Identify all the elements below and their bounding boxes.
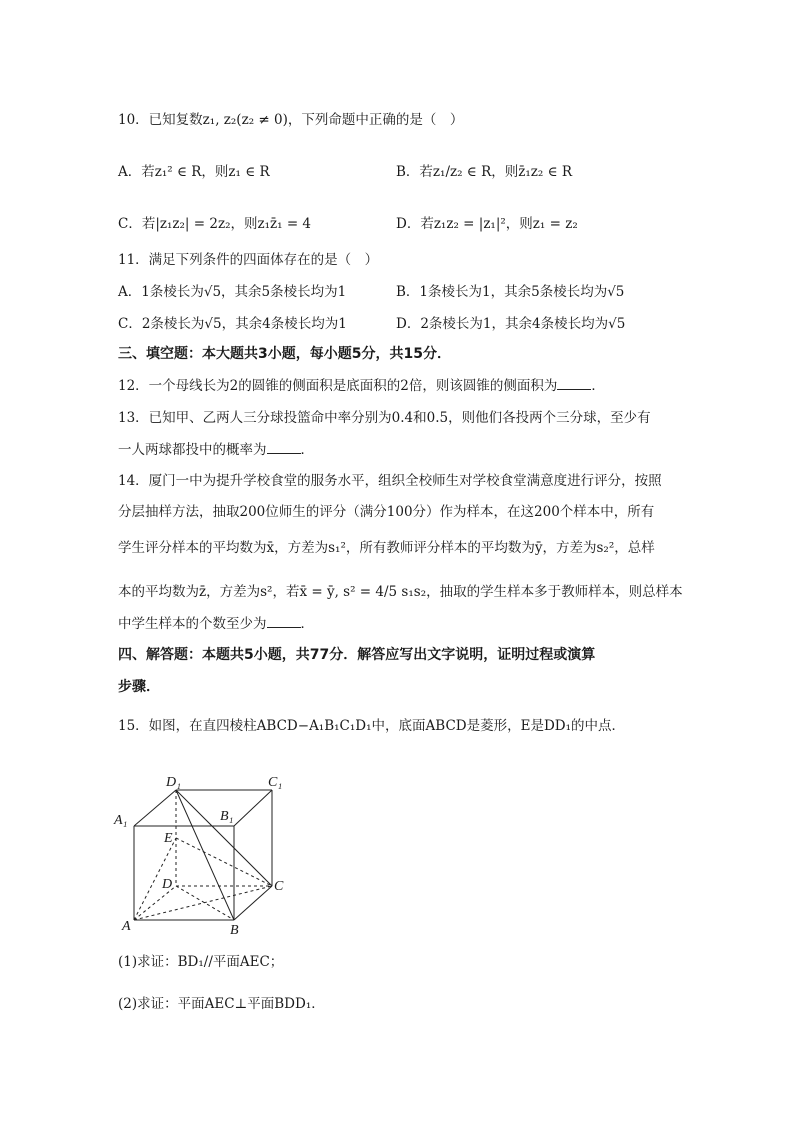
q14-line5-text: 中学生样本的个数至少为 [118, 616, 267, 632]
q15-part2: (2)求证：平面AEC⊥平面BDD₁． [118, 996, 325, 1012]
q11-option-d: D．2条棱长为1，其余4条棱长均为√5 [396, 316, 626, 332]
q12-answer-blank [557, 377, 591, 390]
q13-line1: 13．已知甲、乙两人三分球投篮命中率分别为0.4和0.5，则他们各投两个三分球，至少有 [118, 410, 651, 426]
q12: 12．一个母线长为2的圆锥的侧面积是底面积的2倍，则该圆锥的侧面积为 ． [118, 378, 605, 394]
label-b1: B₁ [220, 809, 234, 824]
q13-line2: 一人两球都投中的概率为 ． [118, 442, 314, 458]
label-b: B [230, 923, 239, 938]
q11-option-c: C．2条棱长为√5，其余4条棱长均为1 [118, 316, 347, 332]
q11-stem: 11．满足下列条件的四面体存在的是（ ） [118, 252, 379, 268]
q11-option-a: A．1条棱长为√5，其余5条棱长均为1 [118, 284, 347, 300]
label-a: A [122, 919, 131, 934]
q15-part1: (1)求证：BD₁//平面AEC； [118, 954, 284, 970]
label-a1: A₁ [114, 813, 128, 828]
label-c: C [274, 879, 284, 894]
q13-line2-text: 一人两球都投中的概率为 [118, 442, 267, 458]
edge-d1-c [176, 790, 272, 886]
q14-line5: 中学生样本的个数至少为 ． [118, 616, 314, 632]
label-c1: C₁ [268, 775, 283, 790]
q10-option-c: C．若|z₁z₂| = 2z₂，则z₁z̄₁ = 4 [118, 216, 312, 232]
q10-option-d: D．若z₁z₂ = |z₁|²，则z₁ = z₂ [396, 216, 578, 232]
q10-option-b: B．若z₁/z₂ ∈ R，则z̄₁z₂ ∈ R [396, 164, 573, 180]
q14-answer-blank [267, 615, 301, 628]
q15-stem: 15．如图，在直四棱柱ABCD−A₁B₁C₁D₁中，底面ABCD是菱形，E是DD₁的中点． [118, 718, 626, 734]
edge-b1-c1 [234, 790, 272, 826]
section-3-heading: 三、填空题：本大题共3小题，每小题5分，共15分． [118, 346, 451, 362]
q10-option-a: A．若z₁² ∈ R，则z₁ ∈ R [118, 164, 270, 180]
q14-line3: 学生评分样本的平均数为x̄，方差为s₁²，所有教师评分样本的平均数为ȳ，方差为s₂²，总样 [118, 540, 655, 556]
label-d: D [162, 877, 173, 892]
q14-line2: 分层抽样方法，抽取200位师生的评分（满分100分）作为样本，在这200个样本中，所有 [118, 504, 655, 520]
edge-e-c-hidden [176, 838, 272, 886]
q14-line4: 本的平均数为z̄，方差为s²，若x̄ = ȳ, s² = 4/5 s₁s₂，抽取的学生样本多于教师样本，则总样本 [118, 584, 683, 600]
q11-option-b: B．1条棱长为1，其余5条棱长均为√5 [396, 284, 625, 300]
q14-line1: 14．厦门一中为提升学校食堂的服务水平，组织全校师生对学校食堂满意度进行评分，按照 [118, 473, 662, 489]
label-d1: D₁ [166, 775, 181, 790]
label-e: E [164, 831, 173, 846]
section-4-heading-line2: 步骤． [118, 679, 160, 695]
q10-stem: 10．已知复数z₁, z₂(z₂ ≠ 0)，下列命题中正确的是（ ） [118, 112, 464, 128]
q12-text: 12．一个母线长为2的圆锥的侧面积是底面积的2倍，则该圆锥的侧面积为 [118, 378, 558, 394]
prism-figure [112, 768, 312, 938]
q13-answer-blank [267, 441, 301, 454]
edge-a1-d1 [134, 790, 176, 826]
section-4-heading-line1: 四、解答题：本题共5小题，共77分．解答应写出文字说明，证明过程或演算 [118, 647, 596, 663]
